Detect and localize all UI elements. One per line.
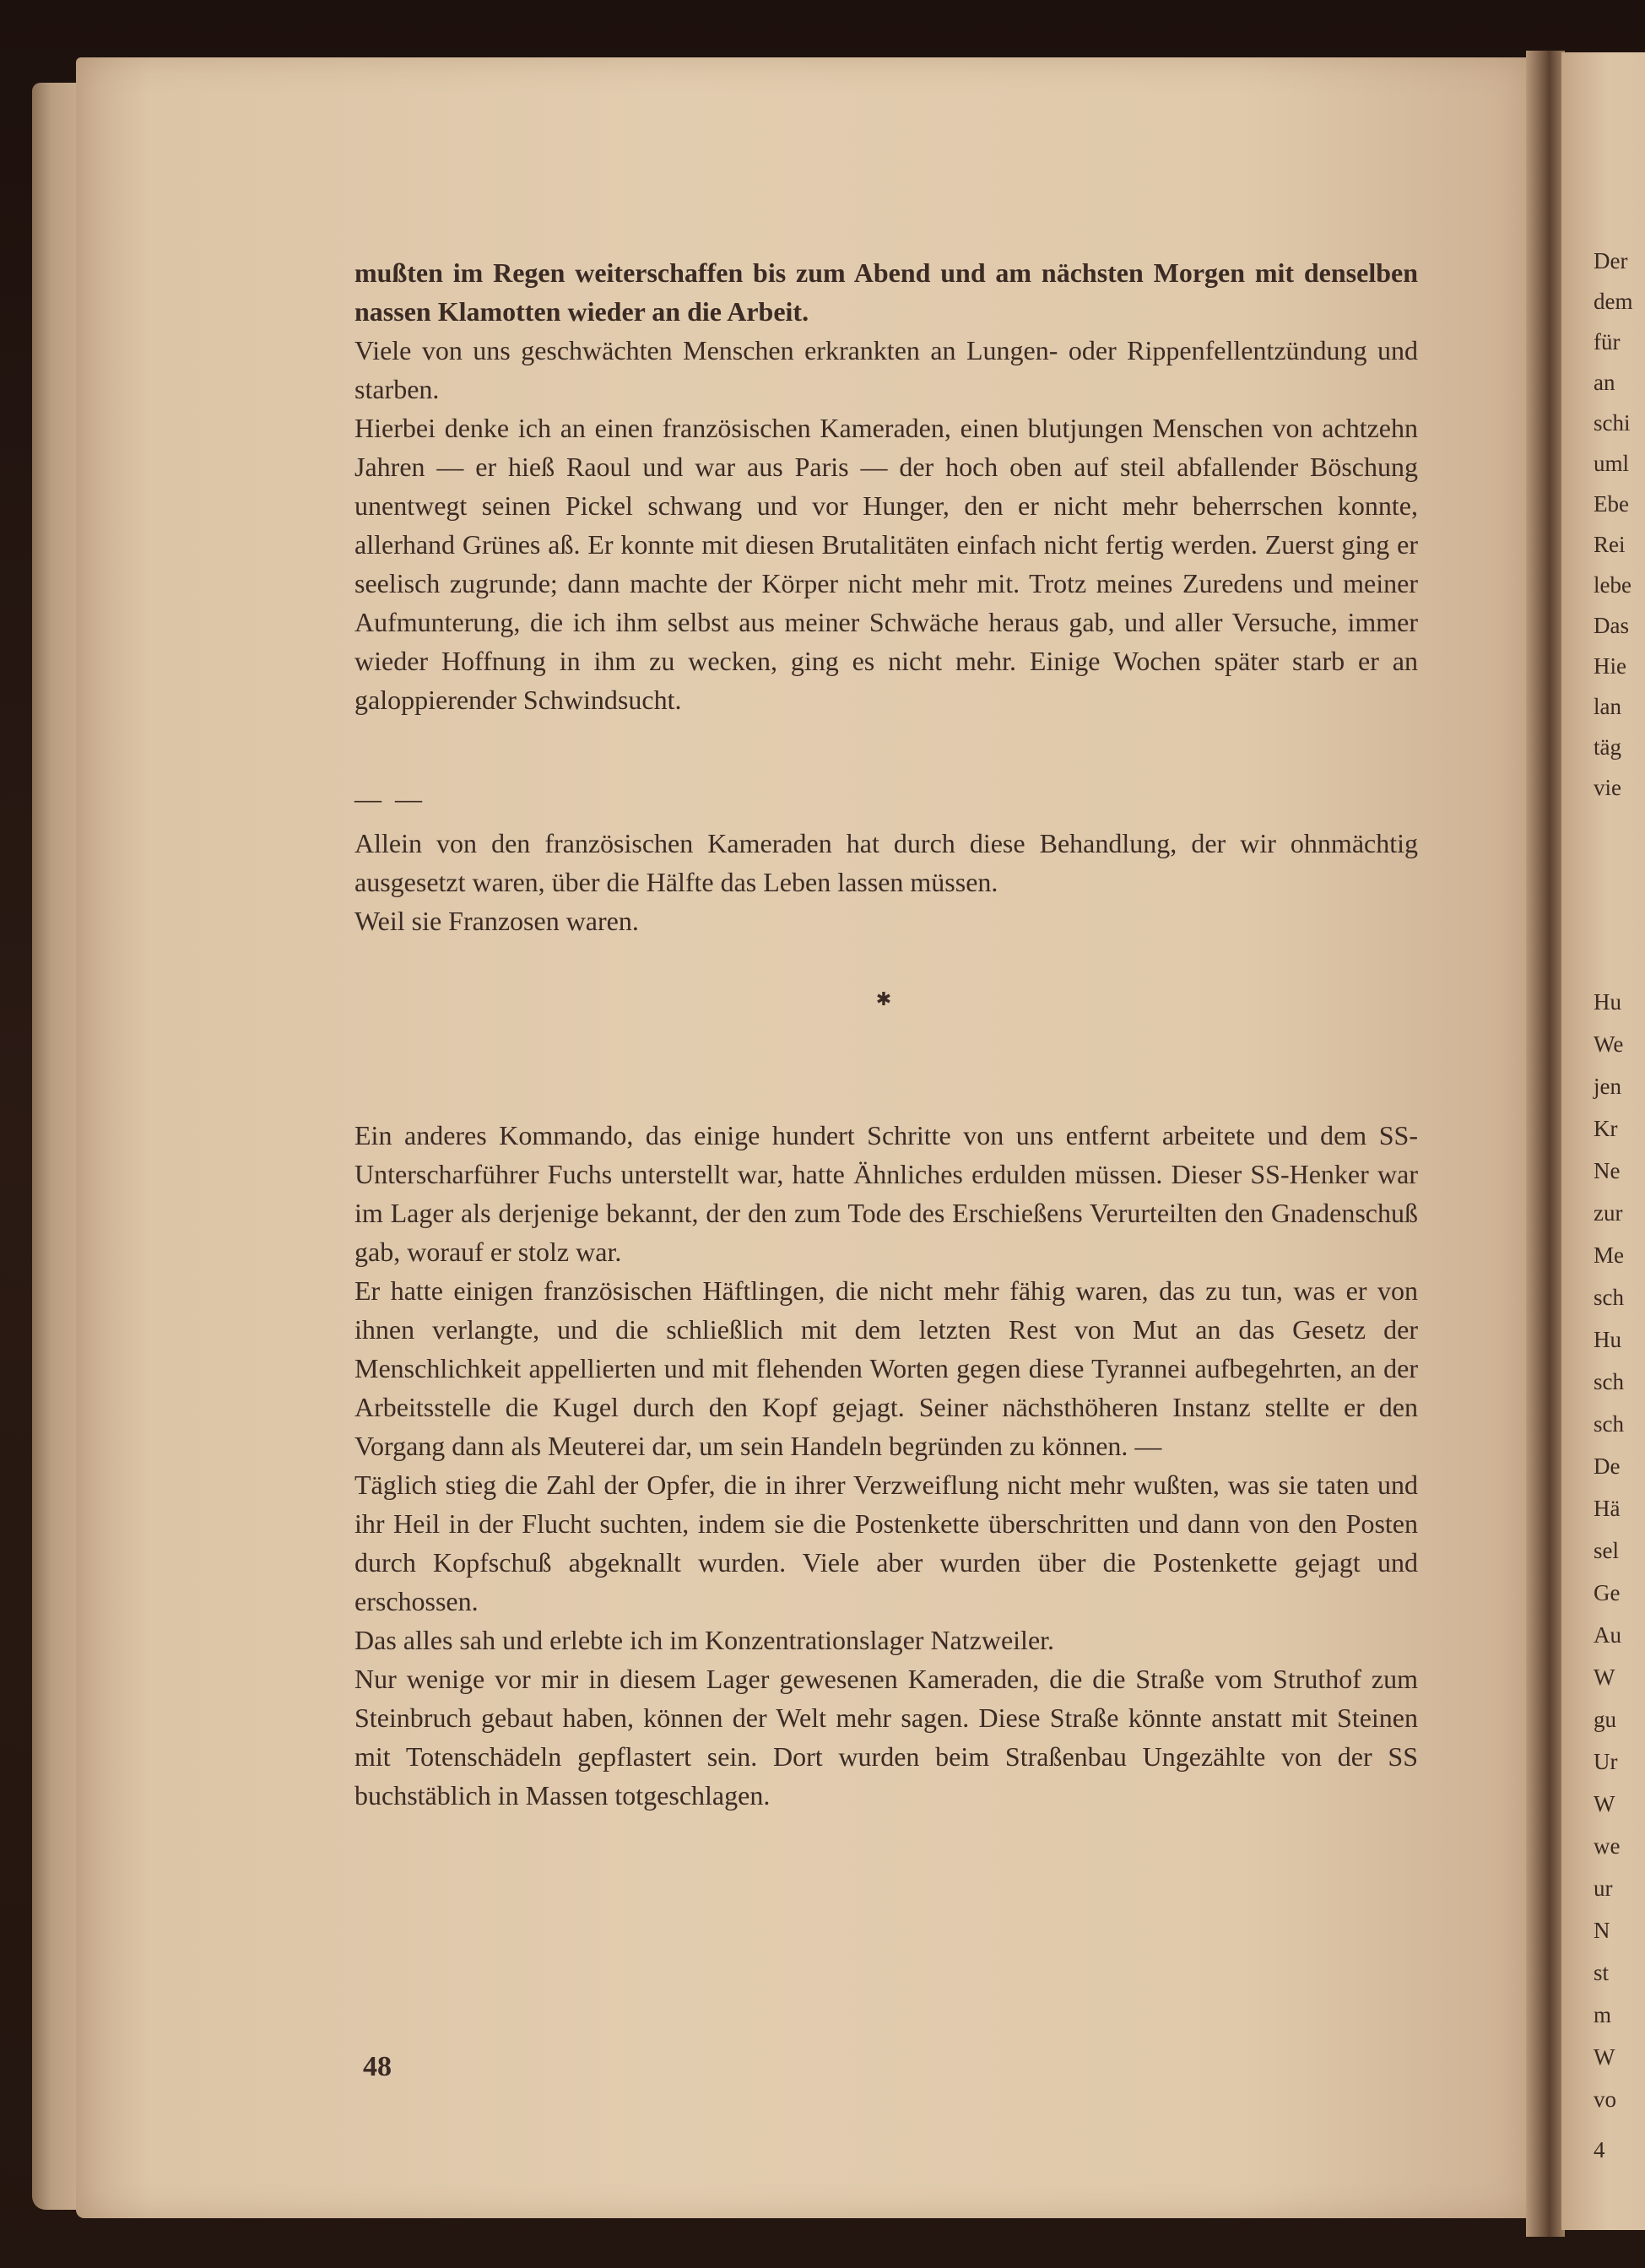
next-page-fragment: lebe xyxy=(1594,572,1631,598)
next-page-fragment: 4 xyxy=(1594,2137,1605,2162)
paragraph: mußten im Regen weiterschaffen bis zum Abend und am nächsten Morgen mit denselben nassen Klamotten wieder an die Arbeit. xyxy=(354,257,1418,327)
next-page-fragment: we xyxy=(1594,1833,1621,1859)
section-3 xyxy=(354,1116,1418,1815)
next-page-fragment: Hie xyxy=(1594,653,1626,679)
next-page-fragment: zur xyxy=(1594,1200,1623,1226)
next-page-fragment: W xyxy=(1594,2044,1615,2070)
next-page-fragment: Rei xyxy=(1594,532,1626,557)
next-page-fragment: an xyxy=(1594,370,1615,395)
section-2 xyxy=(354,824,1418,940)
next-page-fragment: uml xyxy=(1594,451,1630,476)
next-page-fragment: sel xyxy=(1594,1538,1619,1563)
next-page-fragment: Das xyxy=(1594,613,1629,638)
next-page-fragment: st xyxy=(1594,1960,1610,1985)
next-page-fragment: ur xyxy=(1594,1876,1613,1901)
next-page-fragment: W xyxy=(1594,1664,1615,1690)
next-page-fragment: Ge xyxy=(1594,1580,1621,1605)
next-page-fragment: Kr xyxy=(1594,1116,1618,1141)
paragraph: Allein von den französischen Kameraden hat durch diese Behandlung, der wir ohnmächtig ausgesetzt waren, über die Hälfte das Leben lassen müssen. xyxy=(354,828,1418,897)
next-page-fragment: vie xyxy=(1594,775,1621,800)
paragraph: Nur wenige vor mir in diesem Lager gewesenen Kameraden, die die Straße vom Struthof zum Steinbruch gebaut haben, können der Welt mehr sagen. Diese Straße könnte anstatt mit Steinen mit Totenschädeln gepflastert sein. Dort wurden beim Straßenbau Ungezählte von der SS buchstäblich in Massen totgeschlagen. xyxy=(354,1664,1418,1811)
next-page-fragment: Hu xyxy=(1594,1327,1621,1352)
next-page-fragment: Ne xyxy=(1594,1158,1621,1183)
paragraph: Hierbei denke ich an einen französischen Kameraden, einen blutjungen Menschen von achtzehn Jahren — er hieß Raoul und war aus Paris — der hoch oben auf steil abfallender Böschung unentwegt seinen Pickel schwang und vor Hunger, den er nicht mehr beherrschen konnte, allerhand Grünes aß. Er konnte mit diesen Brutalitäten einfach nicht fertig werden. Zuerst ging er seelisch zugrunde; dann machte der Körper nicht mehr mit. Trotz meines Zuredens und meiner Aufmunterung, die ich ihm selbst aus meiner Schwäche heraus gab, und aller Versuche, immer wieder Hoffnung in ihm zu wecken, ging es nicht mehr. Einige Wochen später starb er an galoppierender Schwindsucht. xyxy=(354,413,1418,715)
next-page-fragment: sch xyxy=(1594,1411,1624,1437)
next-page-fragment: De xyxy=(1594,1453,1621,1479)
paragraph: Das alles sah und erlebte ich im Konzentrationslager Natzweiler. xyxy=(354,1625,1055,1655)
next-page-fragment: sch xyxy=(1594,1285,1624,1310)
next-page-fragment: Der xyxy=(1594,248,1628,273)
next-page-fragment: vo xyxy=(1594,2087,1616,2112)
next-page-fragment: für xyxy=(1594,329,1621,355)
next-page-fragment: Me xyxy=(1594,1242,1624,1268)
page-edge xyxy=(32,83,79,2210)
book-spine xyxy=(1526,51,1565,2237)
next-page-fragment: W xyxy=(1594,1791,1615,1816)
next-page-fragment: schi xyxy=(1594,410,1631,436)
paragraph: Weil sie Franzosen waren. xyxy=(354,906,639,936)
section-1 xyxy=(354,253,1418,719)
next-page-fragment: We xyxy=(1594,1031,1624,1057)
asterisk-separator: ✱ xyxy=(875,989,892,1010)
next-page-fragment: m xyxy=(1594,2002,1612,2027)
next-page-fragment: Hu xyxy=(1594,989,1621,1015)
paragraph: Ein anderes Kommando, das einige hundert Schritte von uns entfernt arbeitete und dem SS-Unterscharführer Fuchs unterstellt war, hatte Ähnliches erdulden müssen. Dieser SS-Henker war im Lager als derjenige bekannt, der den zum Tode des Erschießens Verurteilten den Gnadenschuß gab, worauf er stolz war. xyxy=(354,1120,1418,1267)
next-page-edge xyxy=(1561,52,1645,2230)
page-number: 48 xyxy=(363,2051,392,2082)
next-page-fragment: lan xyxy=(1594,694,1621,719)
paragraph: Viele von uns geschwächten Menschen erkrankten an Lungen- oder Rippenfellentzündung und starben. xyxy=(354,335,1418,404)
paragraph: Er hatte einigen französischen Häftlingen, die nicht mehr fähig waren, das zu tun, was er von ihnen verlangte, und die schließlich mit dem letzten Rest von Mut an das Gesetz der Menschlichkeit appellierten und mit flehenden Worten gegen diese Tyrannei aufbegehrten, an der Arbeitsstelle die Kugel durch den Kopf gejagt. Seiner nächsthöheren Instanz stellte er den Vorgang dann als Meuterei dar, um sein Handeln begründen zu können. — xyxy=(354,1275,1418,1461)
next-page-fragment: Hä xyxy=(1594,1496,1621,1521)
next-page-fragment: täg xyxy=(1594,734,1621,760)
next-page-fragment: sch xyxy=(1594,1369,1624,1394)
next-page-fragment: N xyxy=(1594,1918,1610,1943)
section-divider: — — xyxy=(354,783,425,814)
next-page-fragment: jen xyxy=(1594,1074,1621,1099)
next-page-fragment: dem xyxy=(1594,289,1633,314)
next-page-fragment: Ur xyxy=(1594,1749,1618,1774)
next-page-fragment: gu xyxy=(1594,1707,1616,1732)
paragraph: Täglich stieg die Zahl der Opfer, die in ihrer Verzweiflung nicht mehr wußten, was sie taten und ihr Heil in der Flucht suchten, indem sie die Postenkette überschritten und dann von den Posten durch Kopfschuß abgeknallt wurden. Viele aber wurden über die Postenkette gejagt und erschossen. xyxy=(354,1470,1418,1616)
next-page-fragment: Au xyxy=(1594,1622,1621,1648)
next-page-fragment: Ebe xyxy=(1594,491,1629,517)
